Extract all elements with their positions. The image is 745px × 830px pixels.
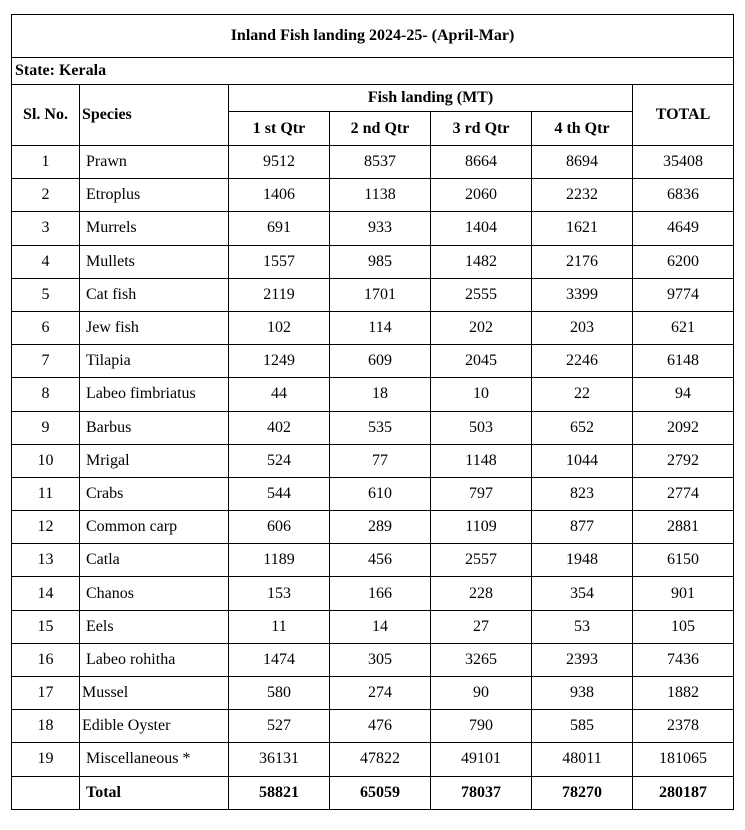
cell-q1: 1474: [229, 643, 330, 676]
cell-q2: 1138: [330, 179, 431, 212]
cell-q2: 166: [330, 577, 431, 610]
cell-q1: 606: [229, 511, 330, 544]
cell-q1: 1249: [229, 345, 330, 378]
cell-sl-no: 5: [12, 278, 80, 311]
cell-q4: 1621: [532, 212, 633, 245]
cell-species: Cat fish: [80, 278, 229, 311]
cell-q1: 691: [229, 212, 330, 245]
table-row: [12, 544, 734, 577]
cell-species: Mullets: [80, 245, 229, 278]
cell-q4: 1044: [532, 444, 633, 477]
cell-species: Labeo fimbriatus: [80, 378, 229, 411]
cell-species: Mrigal: [80, 444, 229, 477]
cell-total: 621: [633, 311, 734, 344]
cell-q3: 27: [431, 610, 532, 643]
cell-q4: 652: [532, 411, 633, 444]
cell-q4: 2176: [532, 245, 633, 278]
table-row: [12, 610, 734, 643]
cell-q2: 456: [330, 544, 431, 577]
cell-q4: 53: [532, 610, 633, 643]
header-total: TOTAL: [633, 85, 734, 146]
table-row: [12, 278, 734, 311]
cell-sl-no: 10: [12, 444, 80, 477]
cell-species: Prawn: [80, 146, 229, 179]
cell-q4: 585: [532, 710, 633, 743]
cell-q1: 524: [229, 444, 330, 477]
cell-q3: 1404: [431, 212, 532, 245]
cell-q4: 823: [532, 477, 633, 510]
cell-q3: 2557: [431, 544, 532, 577]
header-sl-no: Sl. No.: [12, 85, 80, 146]
cell-total: 94: [633, 378, 734, 411]
cell-q1: 153: [229, 577, 330, 610]
totals-q3: 78037: [431, 776, 532, 809]
cell-sl-no: 15: [12, 610, 80, 643]
cell-q4: 3399: [532, 278, 633, 311]
cell-sl-no: 12: [12, 511, 80, 544]
cell-q3: 1109: [431, 511, 532, 544]
cell-q2: 305: [330, 643, 431, 676]
cell-q4: 938: [532, 677, 633, 710]
cell-q3: 2060: [431, 179, 532, 212]
table-title: Inland Fish landing 2024-25- (April-Mar): [12, 15, 734, 58]
cell-q3: 790: [431, 710, 532, 743]
cell-q1: 2119: [229, 278, 330, 311]
cell-q2: 535: [330, 411, 431, 444]
cell-total: 4649: [633, 212, 734, 245]
cell-q4: 2232: [532, 179, 633, 212]
cell-q2: 476: [330, 710, 431, 743]
cell-species: Etroplus: [80, 179, 229, 212]
cell-q3: 3265: [431, 643, 532, 676]
cell-species: Crabs: [80, 477, 229, 510]
cell-q3: 503: [431, 411, 532, 444]
cell-total: 2378: [633, 710, 734, 743]
cell-species: Catla: [80, 544, 229, 577]
cell-species: Eels: [80, 610, 229, 643]
cell-q2: 1701: [330, 278, 431, 311]
header-q2: 2 nd Qtr: [330, 112, 431, 146]
cell-q3: 49101: [431, 743, 532, 776]
cell-sl-no: 8: [12, 378, 80, 411]
header-q3: 3 rd Qtr: [431, 112, 532, 146]
cell-q2: 47822: [330, 743, 431, 776]
table-row: [12, 477, 734, 510]
cell-species: Jew fish: [80, 311, 229, 344]
cell-sl-no: 14: [12, 577, 80, 610]
cell-total: 2792: [633, 444, 734, 477]
table-row: [12, 677, 734, 710]
cell-q2: 609: [330, 345, 431, 378]
cell-sl-no: 6: [12, 311, 80, 344]
totals-total: 280187: [633, 776, 734, 809]
header-q1: 1 st Qtr: [229, 112, 330, 146]
cell-q4: 48011: [532, 743, 633, 776]
totals-label: Total: [80, 776, 229, 809]
cell-q1: 580: [229, 677, 330, 710]
table-row: [12, 146, 734, 179]
cell-total: 181065: [633, 743, 734, 776]
cell-total: 2881: [633, 511, 734, 544]
cell-q1: 9512: [229, 146, 330, 179]
cell-sl-no: 7: [12, 345, 80, 378]
cell-species: Common carp: [80, 511, 229, 544]
cell-species: Chanos: [80, 577, 229, 610]
cell-q3: 90: [431, 677, 532, 710]
cell-total: 2774: [633, 477, 734, 510]
totals-q2: 65059: [330, 776, 431, 809]
table-row: [12, 511, 734, 544]
cell-species: Barbus: [80, 411, 229, 444]
cell-q2: 274: [330, 677, 431, 710]
cell-q4: 354: [532, 577, 633, 610]
cell-sl-no: 11: [12, 477, 80, 510]
cell-species: Mussel: [80, 677, 229, 710]
cell-q2: 610: [330, 477, 431, 510]
cell-q3: 1482: [431, 245, 532, 278]
cell-q1: 1406: [229, 179, 330, 212]
cell-total: 1882: [633, 677, 734, 710]
cell-q1: 11: [229, 610, 330, 643]
cell-q3: 8664: [431, 146, 532, 179]
cell-q1: 1189: [229, 544, 330, 577]
fish-landing-document: [11, 14, 733, 810]
cell-q1: 402: [229, 411, 330, 444]
cell-species: Labeo rohitha: [80, 643, 229, 676]
cell-total: 6148: [633, 345, 734, 378]
totals-q4: 78270: [532, 776, 633, 809]
cell-total: 35408: [633, 146, 734, 179]
header-fish-landing: Fish landing (MT): [229, 85, 633, 112]
cell-q3: 1148: [431, 444, 532, 477]
cell-total: 6836: [633, 179, 734, 212]
cell-sl-no: 1: [12, 146, 80, 179]
cell-q4: 8694: [532, 146, 633, 179]
cell-q3: 202: [431, 311, 532, 344]
table-row: [12, 577, 734, 610]
cell-q3: 2045: [431, 345, 532, 378]
cell-total: 6200: [633, 245, 734, 278]
cell-q2: 114: [330, 311, 431, 344]
cell-q2: 985: [330, 245, 431, 278]
cell-species: Edible Oyster: [80, 710, 229, 743]
cell-q1: 44: [229, 378, 330, 411]
table-row: [12, 245, 734, 278]
table-row: [12, 743, 734, 776]
cell-q2: 14: [330, 610, 431, 643]
cell-sl-no: 13: [12, 544, 80, 577]
cell-q3: 10: [431, 378, 532, 411]
table-row: [12, 345, 734, 378]
cell-sl-no: 17: [12, 677, 80, 710]
cell-sl-no: 2: [12, 179, 80, 212]
cell-q4: 203: [532, 311, 633, 344]
cell-total: 6150: [633, 544, 734, 577]
header-q4: 4 th Qtr: [532, 112, 633, 146]
cell-q4: 877: [532, 511, 633, 544]
header-species: Species: [80, 85, 229, 146]
cell-q2: 18: [330, 378, 431, 411]
cell-q1: 527: [229, 710, 330, 743]
cell-q1: 1557: [229, 245, 330, 278]
table-row: [12, 643, 734, 676]
cell-q1: 102: [229, 311, 330, 344]
totals-empty-cell: [12, 776, 80, 809]
cell-species: Tilapia: [80, 345, 229, 378]
cell-q3: 2555: [431, 278, 532, 311]
cell-q4: 2393: [532, 643, 633, 676]
cell-q3: 797: [431, 477, 532, 510]
cell-sl-no: 4: [12, 245, 80, 278]
table-row: [12, 411, 734, 444]
table-row: [12, 444, 734, 477]
cell-total: 2092: [633, 411, 734, 444]
cell-q4: 2246: [532, 345, 633, 378]
cell-species: Miscellaneous *: [80, 743, 229, 776]
cell-total: 9774: [633, 278, 734, 311]
cell-q1: 544: [229, 477, 330, 510]
cell-q1: 36131: [229, 743, 330, 776]
cell-sl-no: 3: [12, 212, 80, 245]
fish-landing-table: [11, 14, 734, 810]
cell-q3: 228: [431, 577, 532, 610]
cell-q2: 933: [330, 212, 431, 245]
cell-q2: 8537: [330, 146, 431, 179]
cell-q4: 22: [532, 378, 633, 411]
cell-species: Murrels: [80, 212, 229, 245]
cell-total: 105: [633, 610, 734, 643]
totals-q1: 58821: [229, 776, 330, 809]
table-row: [12, 378, 734, 411]
table-row: [12, 179, 734, 212]
cell-sl-no: 18: [12, 710, 80, 743]
table-row: [12, 710, 734, 743]
table-row: [12, 311, 734, 344]
cell-q2: 77: [330, 444, 431, 477]
cell-total: 7436: [633, 643, 734, 676]
cell-sl-no: 9: [12, 411, 80, 444]
cell-q2: 289: [330, 511, 431, 544]
cell-total: 901: [633, 577, 734, 610]
totals-row: [12, 776, 734, 809]
cell-sl-no: 19: [12, 743, 80, 776]
cell-q4: 1948: [532, 544, 633, 577]
cell-sl-no: 16: [12, 643, 80, 676]
table-row: [12, 212, 734, 245]
state-label: State: Kerala: [12, 58, 734, 85]
